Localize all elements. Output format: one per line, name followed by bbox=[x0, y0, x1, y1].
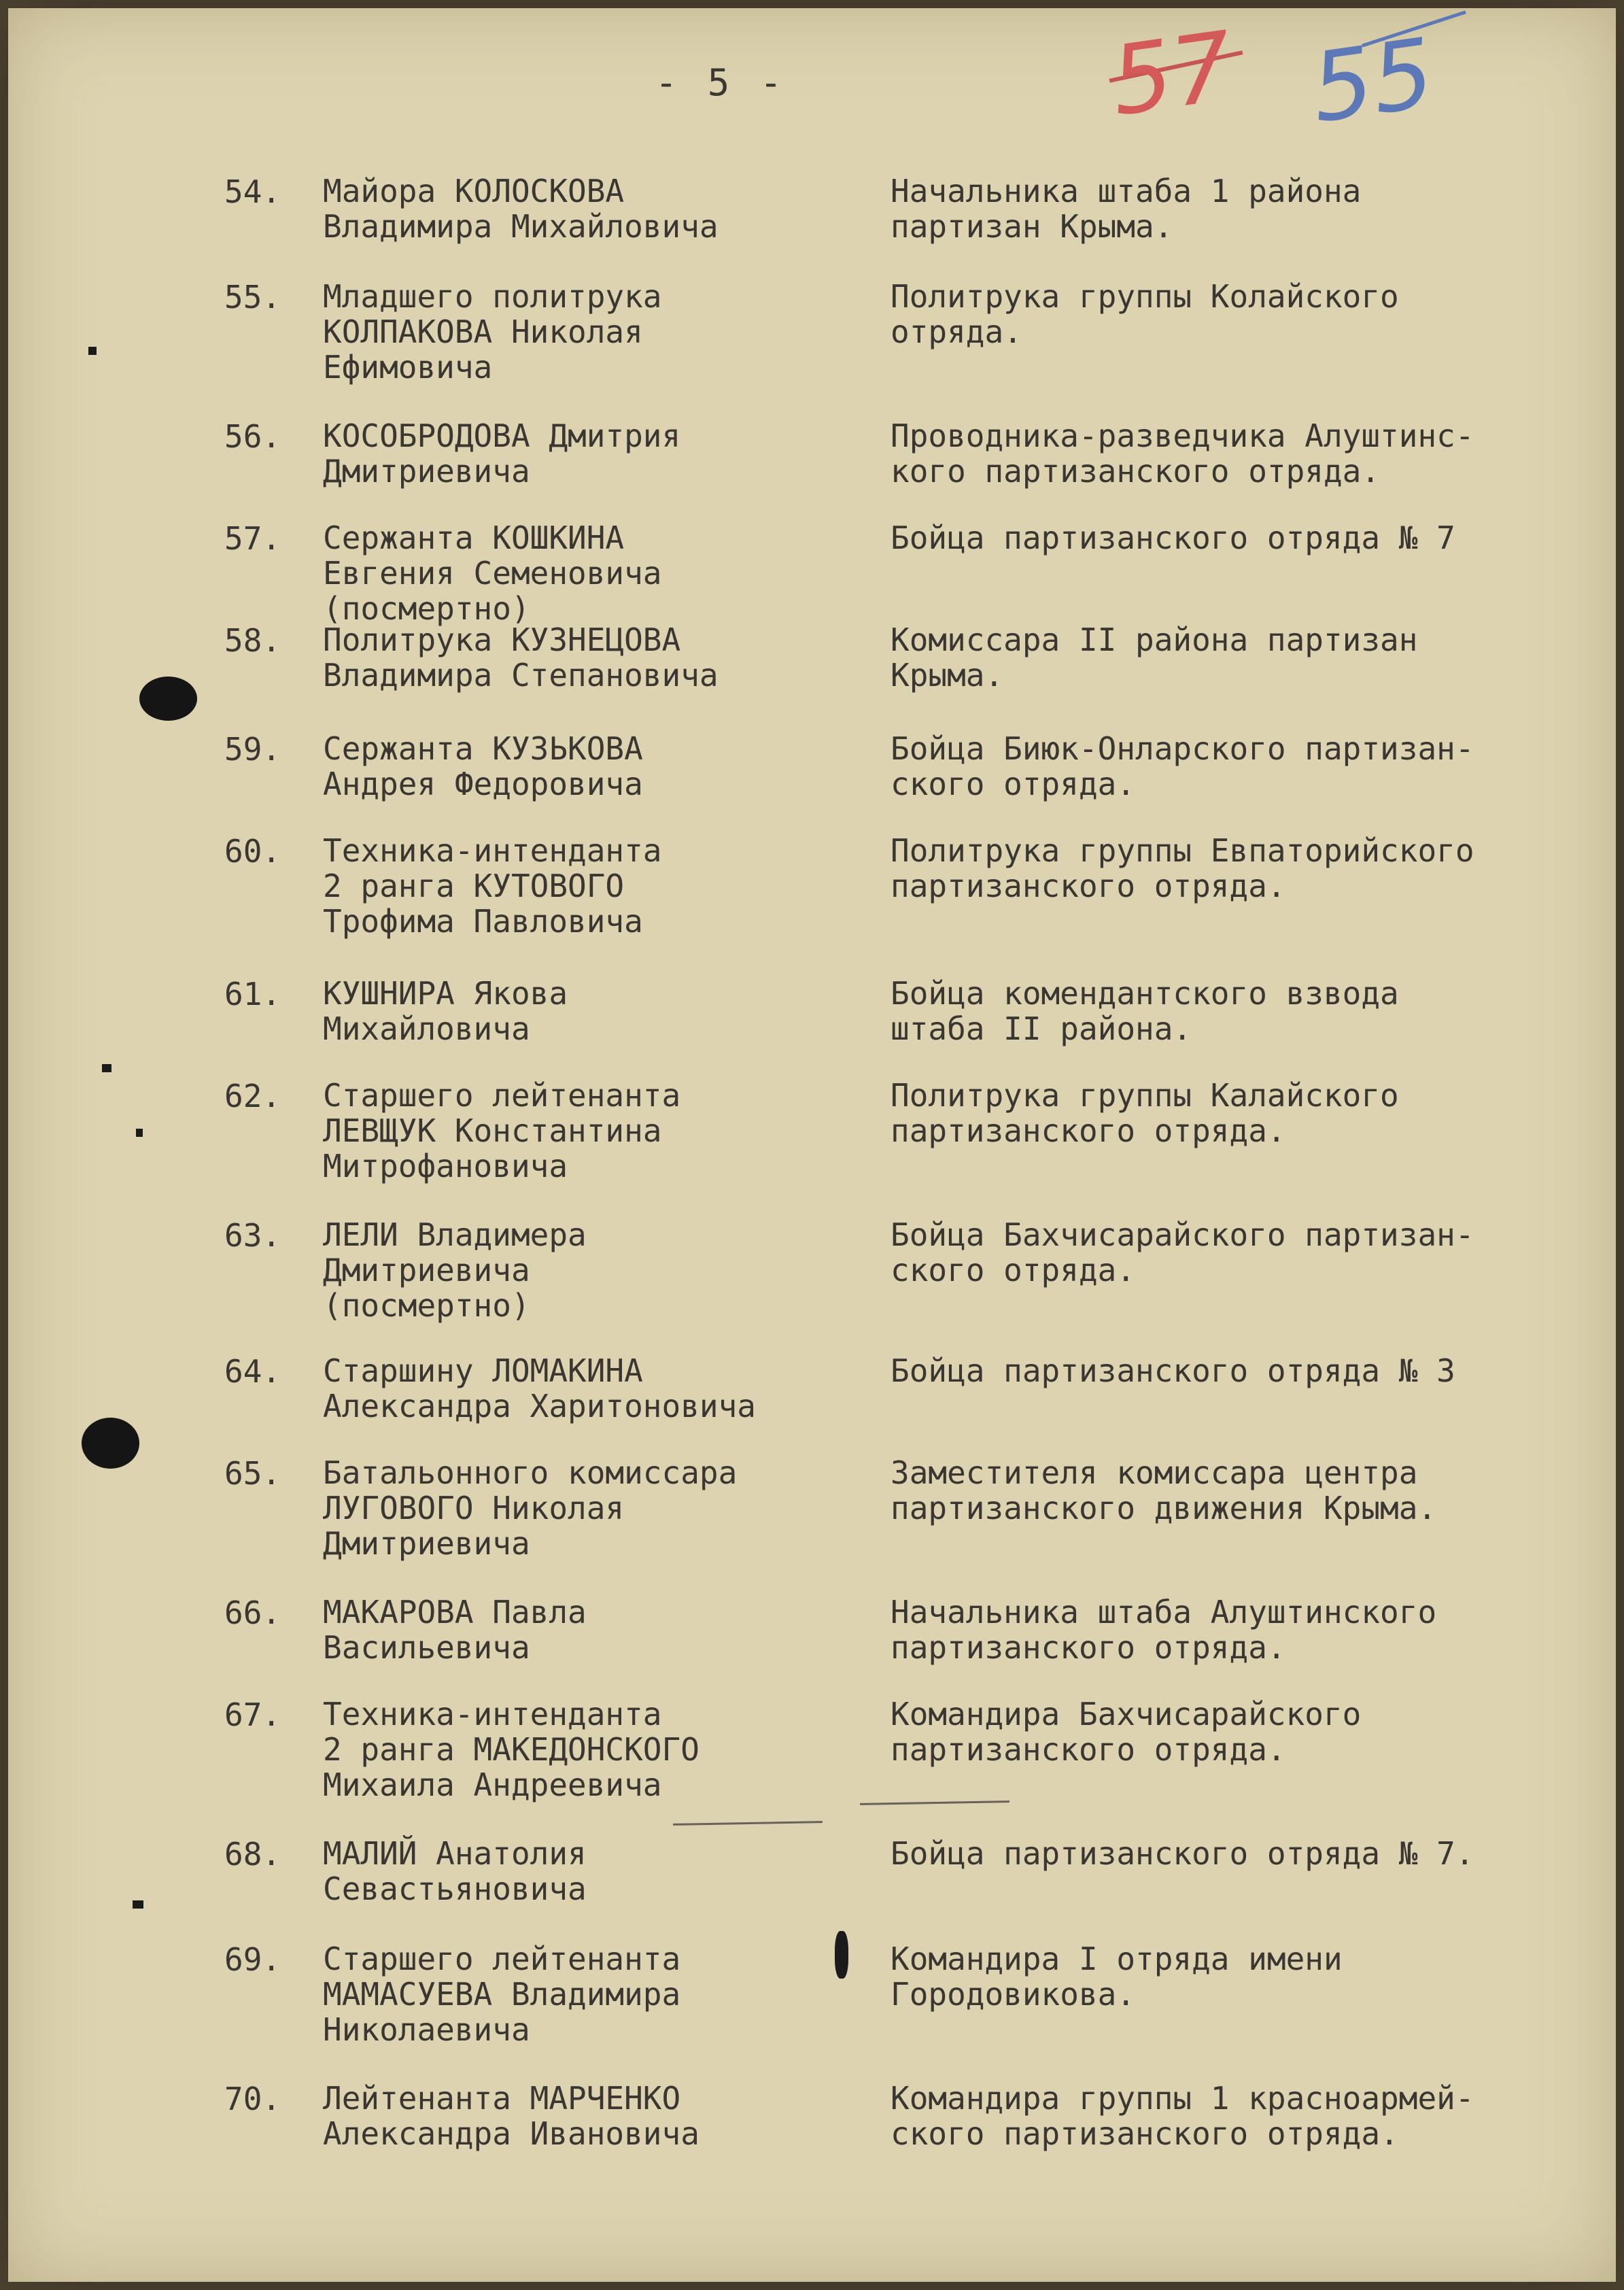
entry-name-line: Старшего лейтенанта bbox=[323, 1941, 681, 1977]
entry-description-line: Командира группы 1 красноармей- bbox=[891, 2080, 1474, 2117]
entry-name-line: КОСОБРОДОВА Дмитрия bbox=[323, 417, 681, 454]
entry-description-line: штаба II района. bbox=[891, 1010, 1192, 1047]
entry-name bbox=[323, 173, 867, 244]
ink-speck bbox=[102, 1064, 111, 1072]
entry-number: 64. bbox=[224, 1353, 281, 1390]
entry-name bbox=[323, 976, 867, 1046]
entry-name-line: МАМАСУЕВА Владимира bbox=[323, 1976, 681, 2013]
entry-description-line: Бойца партизанского отряда № 3 bbox=[891, 1352, 1455, 1389]
entry-number: 62. bbox=[224, 1078, 281, 1114]
entry-number: 59. bbox=[224, 731, 281, 768]
entry-number: 56. bbox=[224, 418, 281, 455]
entry-description bbox=[891, 1696, 1597, 1767]
entry-name-line: Дмитриевича bbox=[323, 1252, 530, 1288]
entry-name bbox=[323, 622, 867, 693]
entry-name bbox=[323, 1455, 867, 1561]
entry-description bbox=[891, 1941, 1597, 2012]
entry-description-line: партизанского отряда. bbox=[891, 1731, 1286, 1768]
entry-name-line: Трофима Павловича bbox=[323, 903, 643, 940]
entry-name bbox=[323, 731, 867, 802]
entry-description bbox=[891, 2081, 1597, 2151]
entry-description bbox=[891, 1353, 1597, 1388]
entry-name-line: Дмитриевича bbox=[323, 453, 530, 490]
entry-number: 60. bbox=[224, 833, 281, 870]
entry-name-line: Младшего политрука bbox=[323, 278, 662, 315]
entry-description bbox=[891, 418, 1597, 489]
entry-name-line: Владимира Степановича bbox=[323, 657, 719, 694]
entry-description-line: Бойца Бахчисарайского партизан- bbox=[891, 1216, 1474, 1253]
entry-description-line: партизанского движения Крыма. bbox=[891, 1490, 1437, 1526]
entry-name-line: 2 ранга КУТОВОГО bbox=[323, 868, 625, 904]
entry-description bbox=[891, 1455, 1597, 1526]
red-handwritten-number: 57 bbox=[1104, 11, 1240, 138]
entry-description-line: Командира I отряда имени bbox=[891, 1941, 1343, 1977]
entry-name-line: Васильевича bbox=[323, 1629, 530, 1666]
entry-number: 70. bbox=[224, 2081, 281, 2117]
entry-name-line: 2 ранга МАКЕДОНСКОГО bbox=[323, 1731, 699, 1768]
blue-handwritten-number: 55 bbox=[1305, 18, 1440, 145]
entry-number: 66. bbox=[224, 1594, 281, 1631]
entry-description-line: ского партизанского отряда. bbox=[891, 2115, 1399, 2152]
entry-name bbox=[323, 1941, 867, 2047]
ink-speck bbox=[88, 347, 97, 355]
entry-description-line: Начальника штаба 1 района bbox=[891, 173, 1362, 209]
entry-name-line: Лейтенанта МАРЧЕНКО bbox=[323, 2080, 681, 2117]
entry-name-line: Михайловича bbox=[323, 1010, 530, 1047]
entry-name-line: МАКАРОВА Павла bbox=[323, 1594, 587, 1630]
paper-hole bbox=[139, 677, 197, 721]
entry-description-line: Заместителя комиссара центра bbox=[891, 1454, 1418, 1491]
entry-name-line: ЛУГОВОГО Николая bbox=[323, 1490, 625, 1526]
entry-number: 65. bbox=[224, 1455, 281, 1492]
entry-name-line: Техника-интенданта bbox=[323, 832, 662, 869]
entry-name-line: Владимира Михайловича bbox=[323, 208, 719, 245]
entry-number: 69. bbox=[224, 1941, 281, 1978]
entry-name-line: ЛЕЛИ Владимера bbox=[323, 1216, 587, 1253]
entry-name-line: Дмитриевича bbox=[323, 1525, 530, 1562]
entry-name bbox=[323, 2081, 867, 2151]
entry-number: 57. bbox=[224, 520, 281, 557]
entry-description bbox=[891, 1078, 1597, 1148]
entry-name-line: Ефимовича bbox=[323, 349, 493, 386]
entry-number: 67. bbox=[224, 1696, 281, 1733]
entry-number: 68. bbox=[224, 1836, 281, 1873]
entry-name bbox=[323, 520, 867, 626]
entry-name-line: Сержанта КОШКИНА bbox=[323, 519, 625, 556]
entry-description-line: партизан Крыма. bbox=[891, 208, 1173, 245]
ink-speck bbox=[136, 1129, 143, 1137]
entry-description bbox=[891, 520, 1597, 556]
entry-description-line: ского отряда. bbox=[891, 1252, 1136, 1288]
entry-description-line: Политрука группы Евпаторийского bbox=[891, 832, 1474, 869]
entry-description bbox=[891, 1594, 1597, 1665]
entry-name-line: Александра Ивановича bbox=[323, 2115, 699, 2152]
entry-name-line: Сержанта КУЗЬКОВА bbox=[323, 730, 643, 767]
entry-name-line: Евгения Семеновича bbox=[323, 555, 662, 592]
entry-description-line: Крыма. bbox=[891, 657, 1004, 694]
entry-name-line: КОЛПАКОВА Николая bbox=[323, 313, 643, 350]
entry-name-line: Старшего лейтенанта bbox=[323, 1077, 681, 1114]
entry-number: 58. bbox=[224, 622, 281, 659]
entry-description-line: партизанского отряда. bbox=[891, 1112, 1286, 1149]
entry-name bbox=[323, 1836, 867, 1907]
entry-description-line: ского отряда. bbox=[891, 766, 1136, 802]
entry-description-line: Бойца партизанского отряда № 7 bbox=[891, 519, 1455, 556]
entry-name-line: КУШНИРА Якова bbox=[323, 975, 568, 1012]
entry-description bbox=[891, 976, 1597, 1046]
entry-description-line: Политрука группы Колайского bbox=[891, 278, 1399, 315]
entry-description-line: Проводника-разведчика Алуштинс- bbox=[891, 417, 1474, 454]
ink-speck bbox=[133, 1900, 143, 1909]
entry-description bbox=[891, 731, 1597, 802]
entry-name-line: МАЛИЙ Анатолия bbox=[323, 1835, 587, 1872]
entry-name-line: Старшину ЛОМАКИНА bbox=[323, 1352, 643, 1389]
entry-name bbox=[323, 1078, 867, 1184]
entry-name-line: Батальонного комиссара bbox=[323, 1454, 738, 1491]
entry-number: 54. bbox=[224, 173, 281, 210]
entry-description-line: Комиссара II района партизан bbox=[891, 621, 1418, 658]
entry-description-line: Бойца комендантского взвода bbox=[891, 975, 1399, 1012]
entry-name-line: Техника-интенданта bbox=[323, 1696, 662, 1732]
entry-name bbox=[323, 1594, 867, 1665]
paper-hole bbox=[82, 1418, 139, 1469]
entry-name bbox=[323, 1696, 867, 1802]
entry-description bbox=[891, 1836, 1597, 1871]
entry-name-line: Николаевича bbox=[323, 2011, 530, 2048]
entry-description-line: Командира Бахчисарайского bbox=[891, 1696, 1362, 1732]
entry-name bbox=[323, 279, 867, 385]
entry-name bbox=[323, 833, 867, 939]
entry-description-line: отряда. bbox=[891, 313, 1022, 350]
entry-name-line: Майора КОЛОСКОВА bbox=[323, 173, 625, 209]
entry-name-line: Михаила Андреевича bbox=[323, 1766, 662, 1803]
entry-description-line: Городовикова. bbox=[891, 1976, 1136, 2013]
entry-number: 61. bbox=[224, 976, 281, 1012]
entry-name-line: ЛЕВЩУК Константина bbox=[323, 1112, 662, 1149]
entry-name bbox=[323, 418, 867, 489]
entry-name-line: Андрея Федоровича bbox=[323, 766, 643, 802]
entry-description bbox=[891, 279, 1597, 349]
entry-description bbox=[891, 1217, 1597, 1288]
entry-name-line: (посмертно) bbox=[323, 1287, 530, 1324]
ink-speck bbox=[835, 1931, 848, 1979]
entry-name-line: Политрука КУЗНЕЦОВА bbox=[323, 621, 681, 658]
entry-description bbox=[891, 622, 1597, 693]
entry-description-line: кого партизанского отряда. bbox=[891, 453, 1381, 490]
entry-description-line: Бойца Биюк-Онларского партизан- bbox=[891, 730, 1474, 767]
entry-name bbox=[323, 1353, 867, 1424]
entry-description bbox=[891, 173, 1597, 244]
entry-number: 55. bbox=[224, 279, 281, 315]
entry-name bbox=[323, 1217, 867, 1323]
entry-name-line: Александра Харитоновича bbox=[323, 1388, 756, 1424]
entry-description-line: партизанского отряда. bbox=[891, 868, 1286, 904]
entry-description-line: Бойца партизанского отряда № 7. bbox=[891, 1835, 1474, 1872]
entry-description-line: Политрука группы Калайского bbox=[891, 1077, 1399, 1114]
entry-name-line: Севастьяновича bbox=[323, 1870, 587, 1907]
entry-description-line: Начальника штаба Алуштинского bbox=[891, 1594, 1437, 1630]
page-number: - 5 - bbox=[655, 61, 787, 104]
entry-description-line: партизанского отряда. bbox=[891, 1629, 1286, 1666]
entry-number: 63. bbox=[224, 1217, 281, 1254]
entry-name-line: Митрофановича bbox=[323, 1148, 568, 1184]
entry-description bbox=[891, 833, 1597, 904]
entry-name-line: (посмертно) bbox=[323, 590, 530, 627]
